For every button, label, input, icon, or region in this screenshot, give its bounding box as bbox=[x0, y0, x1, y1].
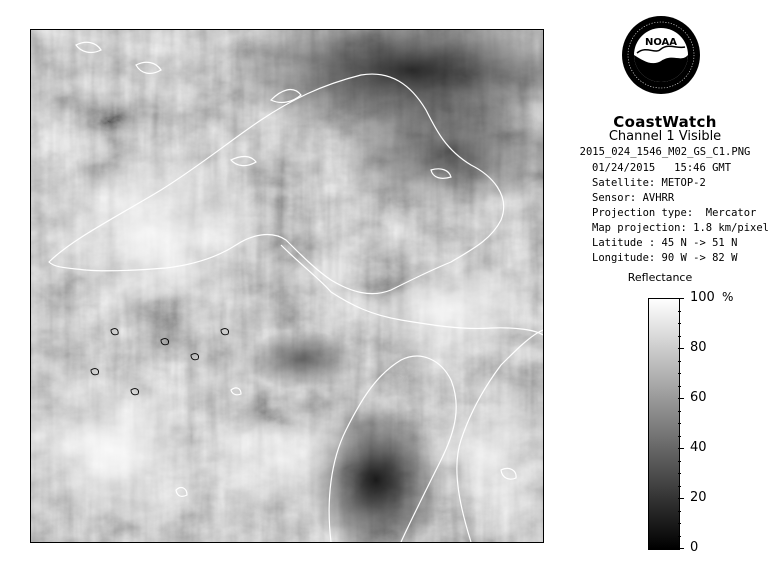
colorbar-tick-label: 20 bbox=[690, 490, 707, 505]
colorbar-tick-label: 60 bbox=[690, 390, 707, 405]
dark-lake-shadow bbox=[246, 330, 356, 390]
colorbar-minor-tick bbox=[678, 461, 681, 462]
latitude-label: Latitude : 45 N -> 51 N bbox=[592, 237, 738, 249]
colorbar-minor-tick bbox=[678, 361, 681, 362]
bright-cloud-south bbox=[191, 400, 371, 520]
projection-type-label: Projection type: Mercator bbox=[592, 207, 757, 219]
colorbar-minor-tick bbox=[678, 536, 681, 537]
colorbar-minor-tick bbox=[678, 373, 681, 374]
colorbar-tick bbox=[678, 348, 684, 349]
colorbar-tick-label: 40 bbox=[690, 440, 707, 455]
satellite-image bbox=[30, 29, 544, 543]
noaa-logo bbox=[621, 15, 701, 95]
colorbar-minor-tick bbox=[678, 423, 681, 424]
colorbar-tick bbox=[678, 498, 684, 499]
colorbar-tick-label: 80 bbox=[690, 340, 707, 355]
colorbar-title: Reflectance bbox=[627, 271, 693, 284]
colorbar-minor-tick bbox=[678, 511, 681, 512]
longitude-label: Longitude: 90 W -> 82 W bbox=[592, 252, 738, 264]
colorbar-unit: % bbox=[722, 290, 734, 304]
colorbar-minor-tick bbox=[678, 311, 681, 312]
colorbar-minor-tick bbox=[678, 486, 681, 487]
noaa-logo-text: NOAA bbox=[644, 37, 678, 48]
brand-title: CoastWatch bbox=[613, 113, 717, 131]
date-time: 01/24/2015 15:46 GMT bbox=[592, 162, 732, 174]
colorbar-minor-tick bbox=[678, 336, 681, 337]
colorbar-tick bbox=[678, 398, 684, 399]
file-name: 2015_024_1546_M02_GS_C1.PNG bbox=[579, 146, 751, 158]
sensor-label: Sensor: AVHRR bbox=[592, 192, 675, 204]
colorbar-minor-tick bbox=[678, 523, 681, 524]
satellite-image-canvas bbox=[31, 30, 543, 542]
colorbar-tick bbox=[678, 548, 684, 549]
colorbar-tick bbox=[678, 448, 684, 449]
colorbar-minor-tick bbox=[678, 323, 681, 324]
colorbar-minor-tick bbox=[678, 473, 681, 474]
noaa-logo-icon bbox=[621, 15, 701, 95]
colorbar-minor-tick bbox=[678, 411, 681, 412]
colorbar-tick bbox=[678, 298, 684, 299]
colorbar-tick-label: 100 bbox=[690, 290, 715, 305]
colorbar-minor-tick bbox=[678, 386, 681, 387]
bright-cloud-east bbox=[361, 260, 541, 360]
colorbar-tick-label: 0 bbox=[690, 540, 699, 555]
map-projection-label: Map projection: 1.8 km/pixel bbox=[592, 222, 770, 234]
colorbar bbox=[648, 298, 680, 550]
channel-title: Channel 1 Visible bbox=[608, 129, 722, 144]
bright-cloud-west bbox=[31, 140, 271, 320]
satellite-label: Satellite: METOP-2 bbox=[592, 177, 706, 189]
colorbar-minor-tick bbox=[678, 436, 681, 437]
